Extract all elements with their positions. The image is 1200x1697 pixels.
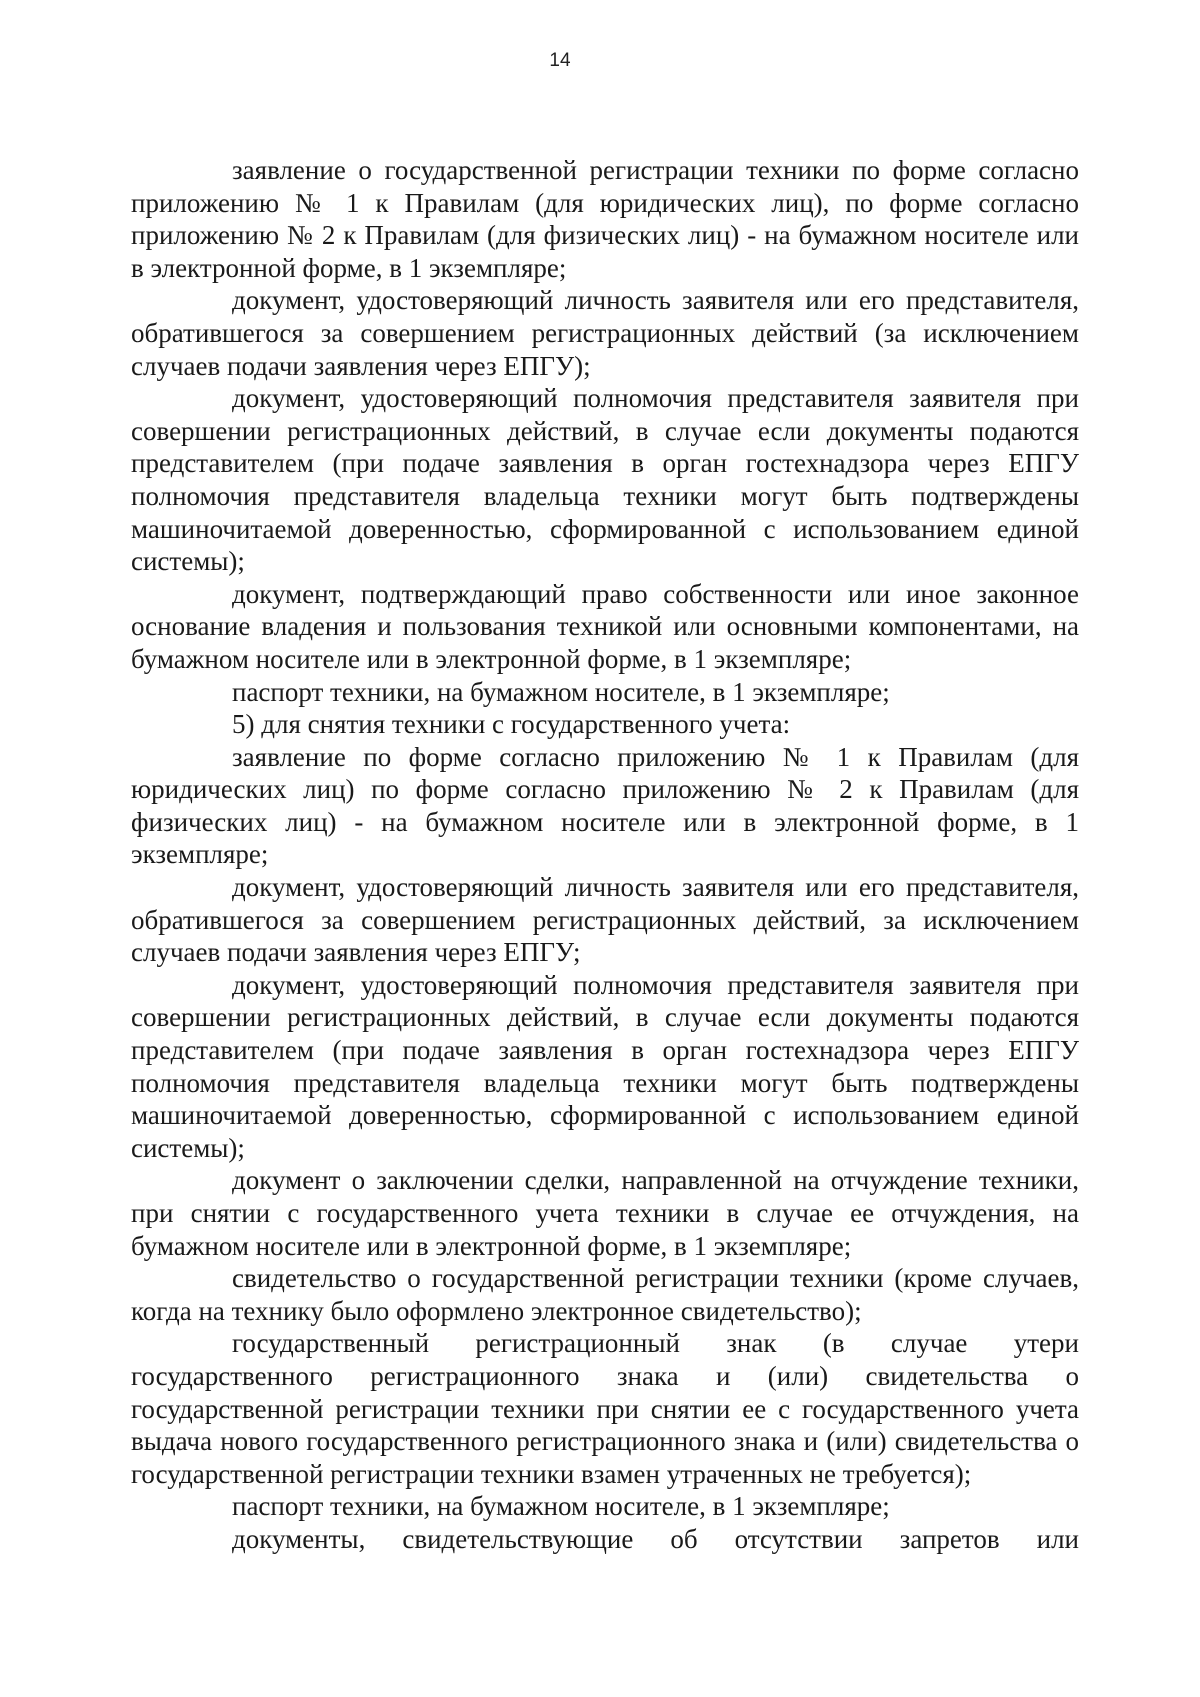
paragraph-application-registration: заявление о государственной регистрации техники по форме согласно приложению № 1 к Правилам (для юридических лиц), по форме согласно приложению № 2 к Правилам (для физических лиц) - на бумажном носителе или в электронной форме, в 1 экземпляре;	[131, 155, 1079, 283]
paragraph-registration-plate: государственный регистрационный знак (в случае утери государственного регистрационного знака и (или) свидетельства о государственной регистрации техники при снятии ее с государственного учета выдача нового государственного регистрационного знака и (или) свидетельства о государственной регистрации техники взамен утраченных не требуется);	[131, 1328, 1079, 1489]
paragraph-ownership-document: документ, подтверждающий право собственности или иное законное основание владения и пользования техникой или основными компонентами, на бумажном носителе или в электронной форме, в 1 экземпляре;	[131, 578, 1079, 674]
paragraph-deregistration-heading: 5) для снятия техники с государственного учета:	[232, 709, 791, 740]
page-number: 14	[549, 50, 571, 71]
paragraph-application-deregistration: заявление по форме согласно приложению № 1 к Правилам (для юридических лиц) по форме согласно приложению № 2 к Правилам (для физических лиц) - на бумажном носителе или в электронной форме, в 1 экземпляре;	[131, 741, 1079, 870]
paragraph-identity-document-2: документ, удостоверяющий личность заявителя или его представителя, обратившегося за совершением регистрационных действий, за исключением случаев подачи заявления через ЕПГУ;	[131, 872, 1079, 968]
paragraph-alienation-transaction: документ о заключении сделки, направленной на отчуждение техники, при снятии с государственного учета техники в случае ее отчуждения, на бумажном носителе или в электронной форме, в 1 экземпляре;	[131, 1165, 1079, 1261]
paragraph-machine-passport-2: паспорт техники, на бумажном носителе, в 1 экземпляре;	[232, 1491, 890, 1522]
paragraph-machine-passport: паспорт техники, на бумажном носителе, в 1 экземпляре;	[232, 676, 890, 707]
paragraph-representative-authority-2: документ, удостоверяющий полномочия представителя заявителя при совершении регистрационных действий, в случае если документы подаются представителем (при подаче заявления в орган гостехнадзора через ЕПГУ полномочия представителя владельца техники могут быть подтверждены машиночитаемой доверенностью, сформированной с использованием единой системы);	[131, 969, 1079, 1163]
paragraph-identity-document: документ, удостоверяющий личность заявителя или его представителя, обратившегося за совершением регистрационных действий (за исключением случаев подачи заявления через ЕПГУ);	[131, 285, 1079, 381]
paragraph-no-prohibitions-documents: документы, свидетельствующие об отсутствии запретов или	[232, 1523, 1079, 1554]
paragraph-representative-authority: документ, удостоверяющий полномочия представителя заявителя при совершении регистрационных действий, в случае если документы подаются представителем (при подаче заявления в орган гостехнадзора через ЕПГУ полномочия представителя владельца техники могут быть подтверждены машиночитаемой доверенностью, сформированной с использованием единой системы);	[131, 383, 1079, 577]
document-body	[131, 154, 1079, 1556]
paragraph-registration-certificate: свидетельство о государственной регистрации техники (кроме случаев, когда на технику было оформлено электронное свидетельство);	[131, 1263, 1079, 1326]
